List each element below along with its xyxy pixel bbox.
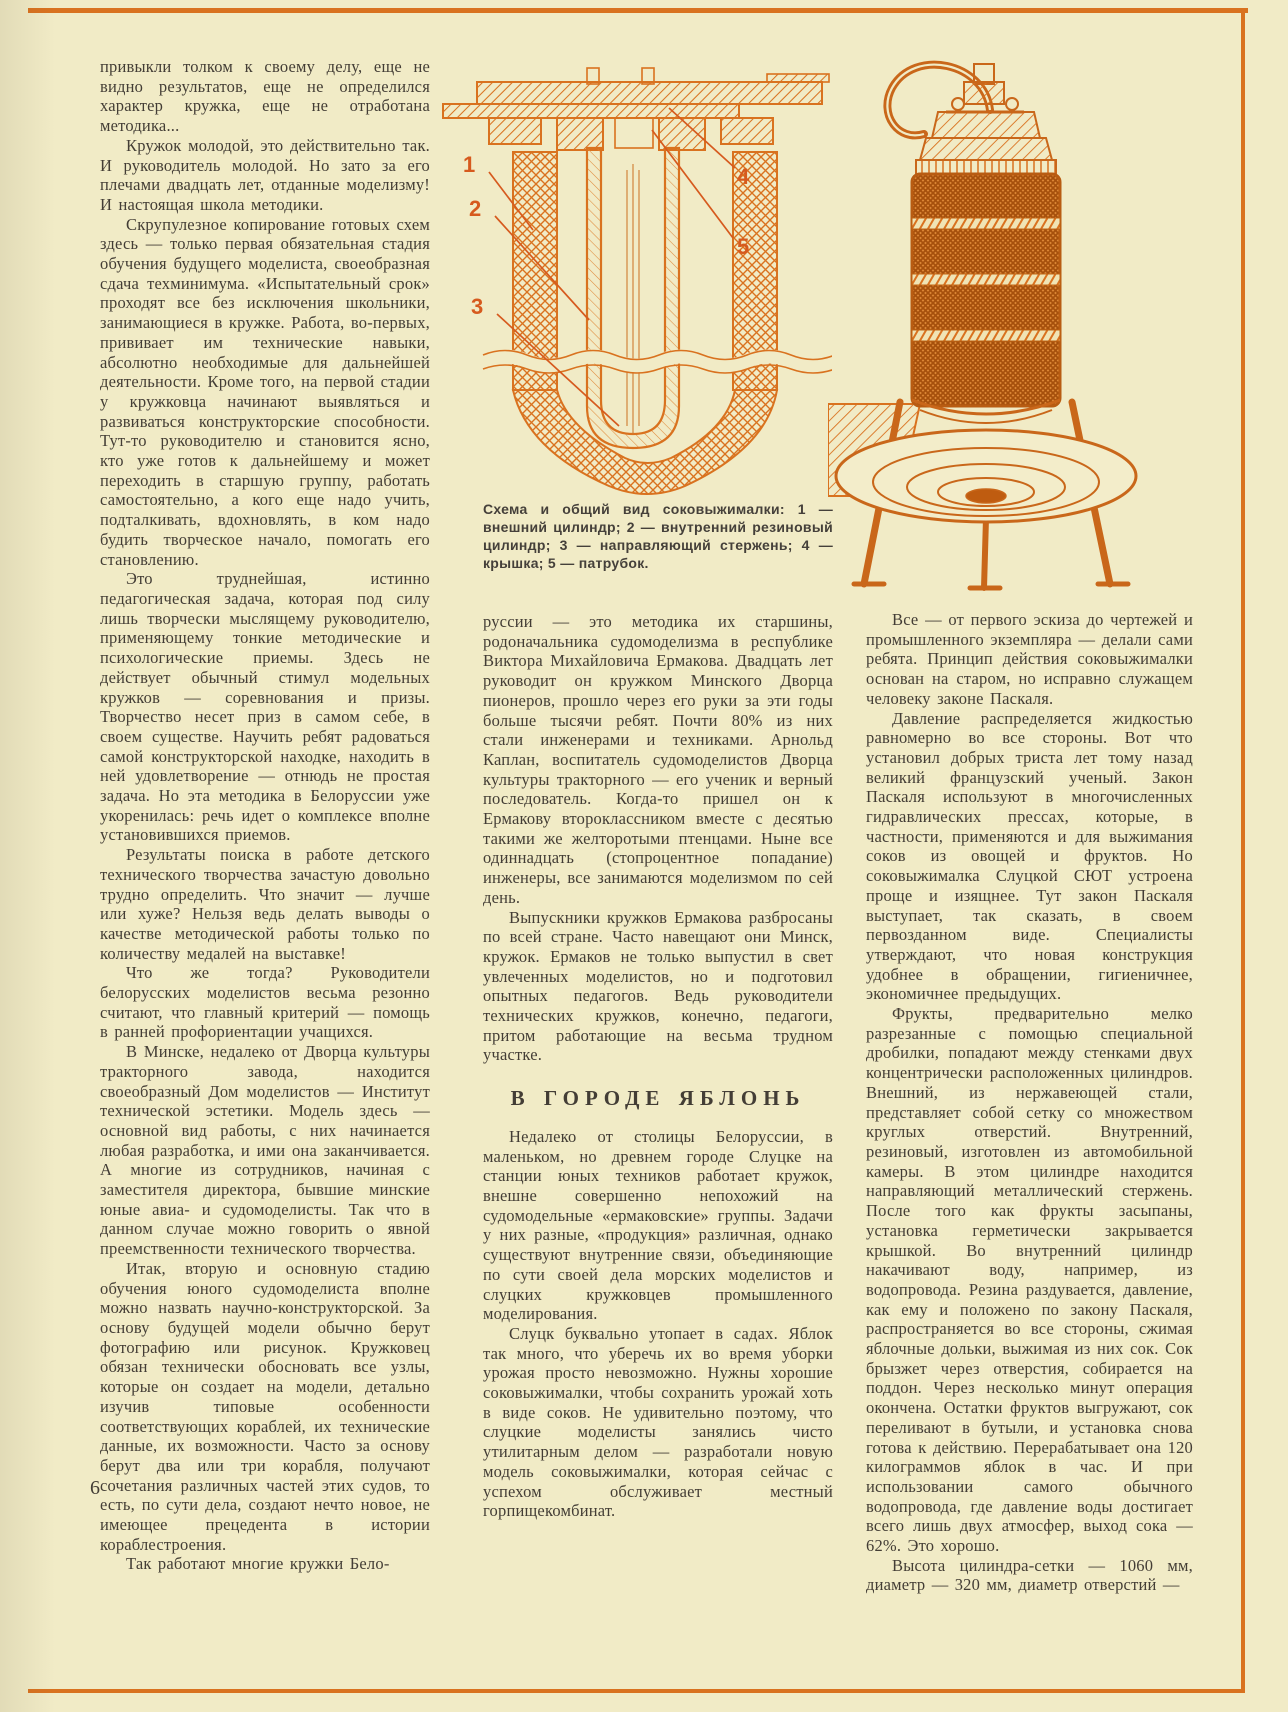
juicer-cross-section-drawing xyxy=(437,58,832,498)
callout-3: 3 xyxy=(471,294,484,319)
paragraph: Все — от первого эскиза до чертежей и промышленного экземпляра — делали сами ребята. Принцип действия соковыжималки основан на старом, но исправно служащем человеку законе Паскаля. xyxy=(866,610,1193,708)
callout-2: 2 xyxy=(469,196,482,221)
page-border-right xyxy=(1241,8,1245,1692)
paragraph: Слуцк буквально утопает в садах. Яблок так много, что уберечь их во время уборки урожая просто невозможно. Нужны хорошие соковыжималки, чтобы сохранить урожай хоть в виде соков. Не удивительно поэтому, что слуцкие моделисты занялись чисто утилитарным делом — разработали новую модель соковыжималки, которая сейчас с успехом обслуживает местный горпищекомбинат. xyxy=(483,1323,833,1521)
paragraph: Так работают многие кружки Бело- xyxy=(126,1554,390,1574)
left-column xyxy=(100,57,430,1574)
page-number: 6 xyxy=(90,1477,100,1499)
juicer-schematic-figure xyxy=(437,58,832,498)
figure-caption: Схема и общий вид соковыжималки: 1 — внешний цилиндр; 2 — внутренний резиновый цилиндр; 3 — направляющий стержень; 4 — крышка; 5 — патрубок. xyxy=(483,501,833,571)
callout-4: 4 xyxy=(737,164,750,189)
section-heading: В ГОРОДЕ ЯБЛОНЬ xyxy=(510,1086,806,1111)
paragraph: Скрупулезное копирование готовых схем здесь — только первая обязательная стадия обучения будущего моделиста, своеобразная сдача техминимума. «Испытательный срок» проходят все без исключения школьники, занимающиеся в кружке. Работа, во-первых, прививает им технические навыки, абсолютно необходимые для дальнейшей деятельности. Кроме того, на первой стадии у кружковца начинают выявляться и развиваться конструкторские способности. Тут-то руководителю и становится ясно, кто уже готов к дальнейшему и может переходить в старшую группу, работать самостоятельно, а кого еще надо учить, подталкивать, вдохновлять, в ком надо будить творческое начало, помогать его становлению. xyxy=(100,214,430,569)
juicer-general-view-drawing xyxy=(828,48,1143,596)
paragraph: Это труднейшая, истинно педагогическая задача, которая под силу лишь творчески мыслящему руководителю, применяющему тонкие методические и психологические приемы. Здесь не действует обычный стимул модельных кружков — соревнования и призы. Творчество несет приз в самом себе, в своем существе. Научить ребят радоваться самой конструкторской находке, находить в ней удовлетворение — отнюдь не простая задача. Но эта методика в Белоруссии уже укоренилась: речь идет о комплексе вполне установившихся приемов. xyxy=(100,569,430,845)
paragraph: Фрукты, предварительно мелко разрезанные с помощью специальной дробилки, попадают между стенками двух концентрически расположенных цилиндров. Внешний, из нержавеющей стали, представляет собой сетку со множеством круглых отверстий. Внутренний, резиновый, изготовлен из автомобильной камеры. В этом цилиндре находится направляющий металлический стержень. После того как фрукты засыпаны, установка герметически закрывается крышкой. Во внутренний цилиндр накачивают воду, например, из водопровода. Резина раздувается, давление, как ему и положено по закону Паскаля, распространяется во все стороны, сжимая яблочные дольки, выжимая из них сок. Сок брызжет через отверстия, собирается на поддон. Через несколько минут операция окончена. Остатки фруктов выгружают, сок переливают в бутыли, и установка снова готова к действию. Перерабатывает она 120 килограммов яблок в час. И при использовании самого обычного водопровода, где давление воды достигает всего лишь двух атмосфер, выход сока — 62%. Это хорошо. xyxy=(866,1004,1193,1556)
paragraph: Давление распределяется жидкостью равномерно во все стороны. Вот что установил добрых триста лет тому назад великий французский ученый. Закон Паскаля используют в многочисленных гидравлических прессах, которые, в частности, применяются и для выжимания соков из овощей и фруктов. Но соковыжималка Слуцкой СЮТ устроена проще и изящнее. Тут закон Паскаля выступает, так сказать, в своем первозданном виде. Специалисты утверждают, что новая конструкция удобнее в обращении, гигиеничнее, экономичнее предыдущих. xyxy=(866,708,1193,1004)
callout-5: 5 xyxy=(737,234,750,259)
paragraph: Кружок молодой, это действительно так. И руководитель молодой. Но зато за его плечами двадцать лет, отданные моделизму! И настоящая школа методики. xyxy=(100,135,430,214)
paragraph: Высота цилиндра-сетки — 1060 мм, диаметр — 320 мм, диаметр отверстий — xyxy=(866,1555,1193,1595)
paragraph: руссии — это методика их старшины, родоначальника судомоделизма в республике Виктора Михайловича Ермакова. Двадцать лет руководит он кружком Минского Дворца пионеров, прошло через его руки за эти годы больше тысячи ребят. Почти 80% из них стали инженерами и техниками. Арнольд Каплан, воспитатель судомоделистов Дворца культуры тракторного — его ученик и верный последователь. Когда-то пришел он к Ермакову второклассником вместе с десятью такими же желторотыми птенцами. Ныне все одиннадцать (стопроцентное попадание) инженеры, все занимаются моделизмом по сей день. xyxy=(483,612,833,907)
page-border-top xyxy=(28,8,1248,13)
paragraph: Недалеко от столицы Белоруссии, в маленьком, но древнем городе Слуцке на станции юных техников работает кружок, внешне совершенно непохожий на судомодельные «ермаковские» группы. Задачи у них разные, «продукция» различная, однако существуют внутренние связи, объединяющие по сути своей дела морских моделистов и слуцких кружковцев промышленного моделирования. xyxy=(483,1126,833,1324)
middle-column-bottom-flow xyxy=(483,1127,833,1521)
page-border-bottom xyxy=(28,1689,1245,1693)
paragraph: В Минске, недалеко от Дворца культуры тракторного завода, находится своеобразный Дом моделистов — Институт технической эстетики. Модель здесь — основной вид работы, с них начинается любая разработка, и ими она заканчивается. А многие из сотрудников, начиная с заместителя директора, бывшие минские юные авиа- и судомоделисты. Так что в данном случае можно говорить о явной преемственности технического творчества. xyxy=(100,1042,430,1259)
middle-column xyxy=(483,612,833,1521)
paragraph: Что же тогда? Руководители белорусских моделистов весьма резонно считают, что главный критерий — помощь в ранней профориентации учащихся. xyxy=(100,963,430,1042)
paragraph: Выпускники кружков Ермакова разбросаны по всей стране. Часто навещают они Минск, кружок. Ермаков не только выпустил в свет увлеченных моделистов, но и подготовил опытных педагогов. Ведь руководители технических кружков, конечно, педагоги, притом работающие на весьма трудном участке. xyxy=(483,907,833,1065)
juicer-general-view-figure xyxy=(828,48,1143,596)
callout-1: 1 xyxy=(463,152,476,177)
paragraph: привыкли толком к своему делу, еще не видно результатов, еще не определился характер кружка, еще не отработана методика... xyxy=(100,57,430,136)
right-column xyxy=(866,610,1193,1595)
middle-column-top-flow xyxy=(483,612,833,1065)
paragraph: Итак, вторую и основную стадию обучения юного судомоделиста вполне можно назвать научно-конструкторской. За основу будущей модели обычно берут фотографию или рисунок. Кружковец обязан технически обосновать все узлы, которые он создает на модели, детально изучив типовые особенности соответствующих кораблей, их технические данные, их возможности. Часто за основу берут два или три корабля, получают сочетания различных частей этих судов, то есть, по сути дела, создают нечто новое, не имеющее прецедента в истории кораблестроения. xyxy=(100,1258,430,1554)
paragraph: Результаты поиска в работе детского технического творчества зачастую довольно трудно определить. Что значит — лучше или хуже? Нельзя ведь делать выводы о качестве методической работы только по количеству медалей на выставке! xyxy=(100,845,430,963)
